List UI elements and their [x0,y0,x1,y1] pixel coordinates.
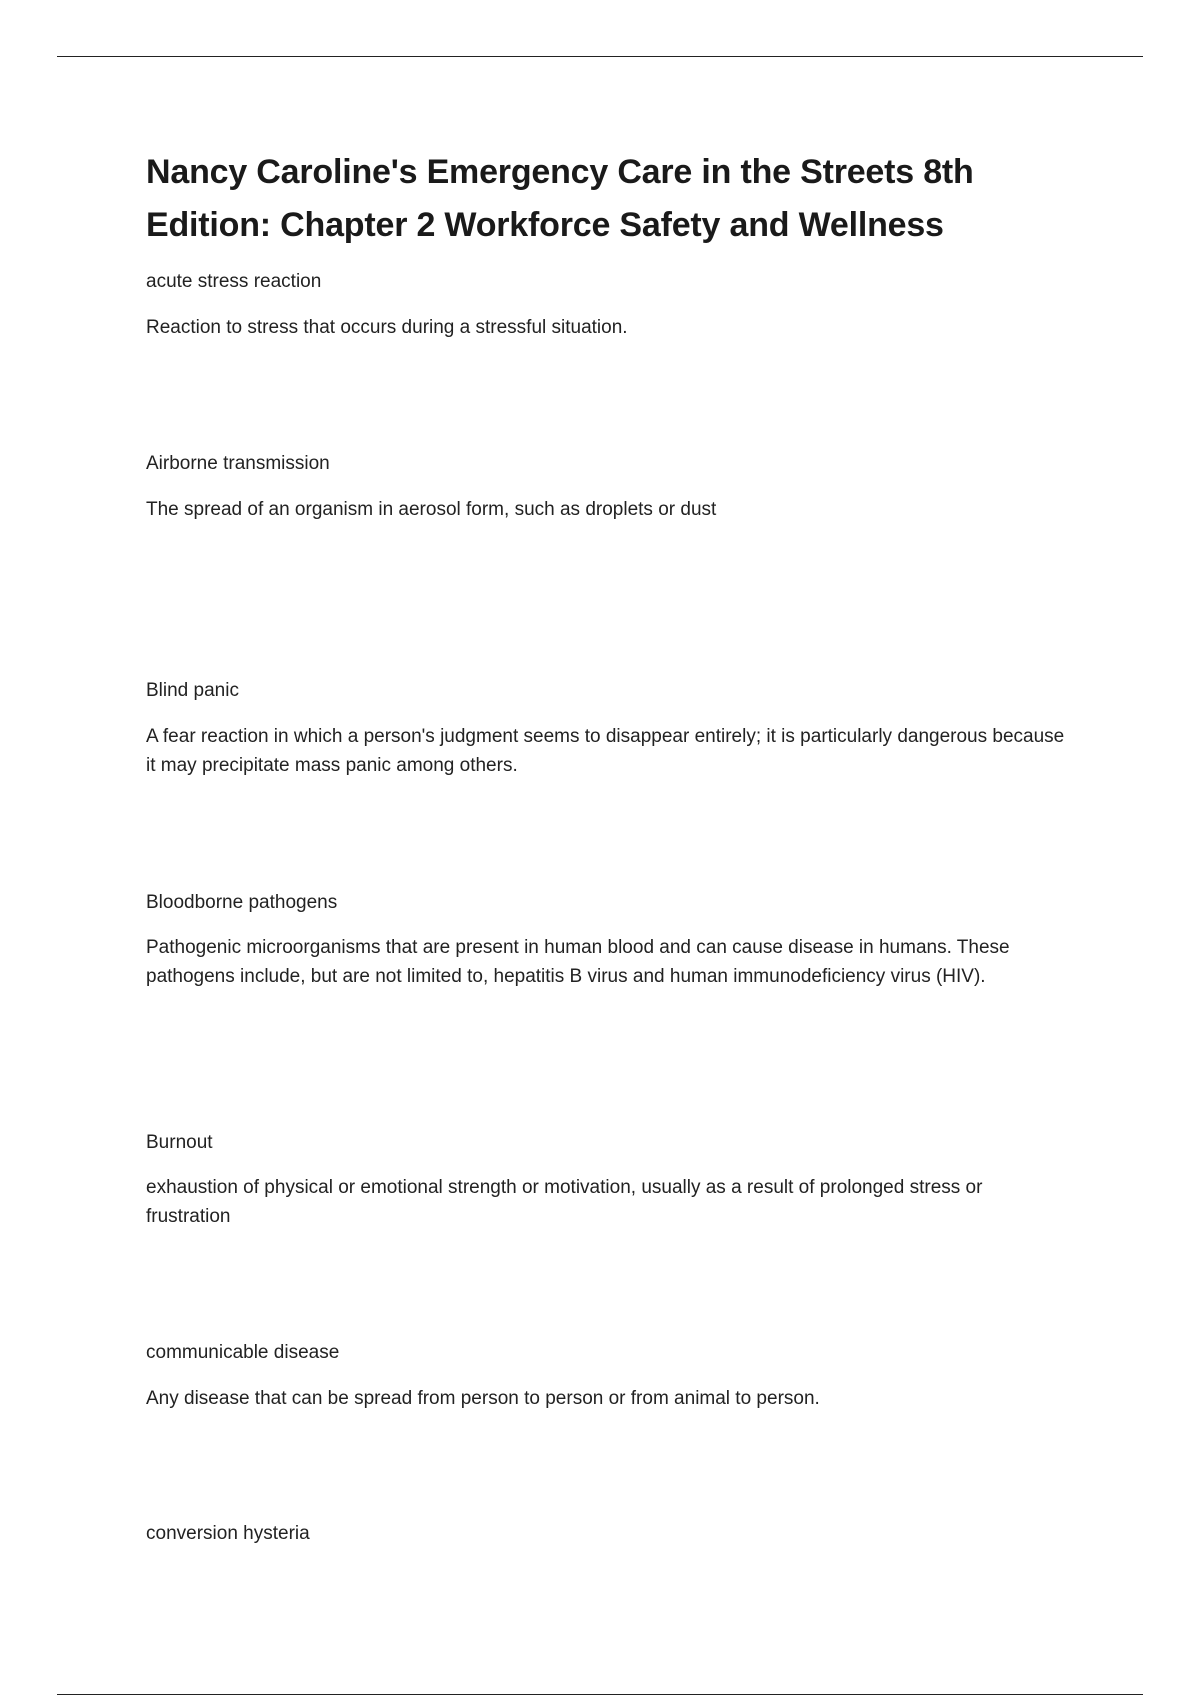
definition-acute-stress-reaction: Reaction to stress that occurs during a stressful situation. [146,317,628,338]
top-rule [57,56,1143,57]
term-communicable-disease: communicable disease [146,1342,340,1363]
definition-blind-panic: A fear reaction in which a person's judgment seems to disappear entirely; it is particularly dangerous because it may precipitate mass panic among others. [146,726,1065,776]
term-acute-stress-reaction: acute stress reaction [146,271,322,292]
definition-burnout: exhaustion of physical or emotional strength or motivation, usually as a result of prolonged stress or frustration [146,1177,983,1227]
term-bloodborne-pathogens: Bloodborne pathogens [146,892,338,913]
term-blind-panic: Blind panic [146,680,239,701]
document-title: Nancy Caroline's Emergency Care in the Streets 8th Edition: Chapter 2 Workforce Safety and Wellness [146,153,974,244]
bottom-rule [57,1694,1143,1695]
term-conversion-hysteria: conversion hysteria [146,1523,310,1544]
term-burnout: Burnout [146,1132,213,1153]
document-body [146,146,1066,252]
definition-bloodborne-pathogens: Pathogenic microorganisms that are present in human blood and can cause disease in humans. These pathogens include, but are not limited to, hepatitis B virus and human immunodeficiency virus (HIV). [146,937,1010,987]
definition-airborne-transmission: The spread of an organism in aerosol form, such as droplets or dust [146,499,717,520]
definition-communicable-disease: Any disease that can be spread from person to person or from animal to person. [146,1388,820,1409]
term-airborne-transmission: Airborne transmission [146,453,330,474]
